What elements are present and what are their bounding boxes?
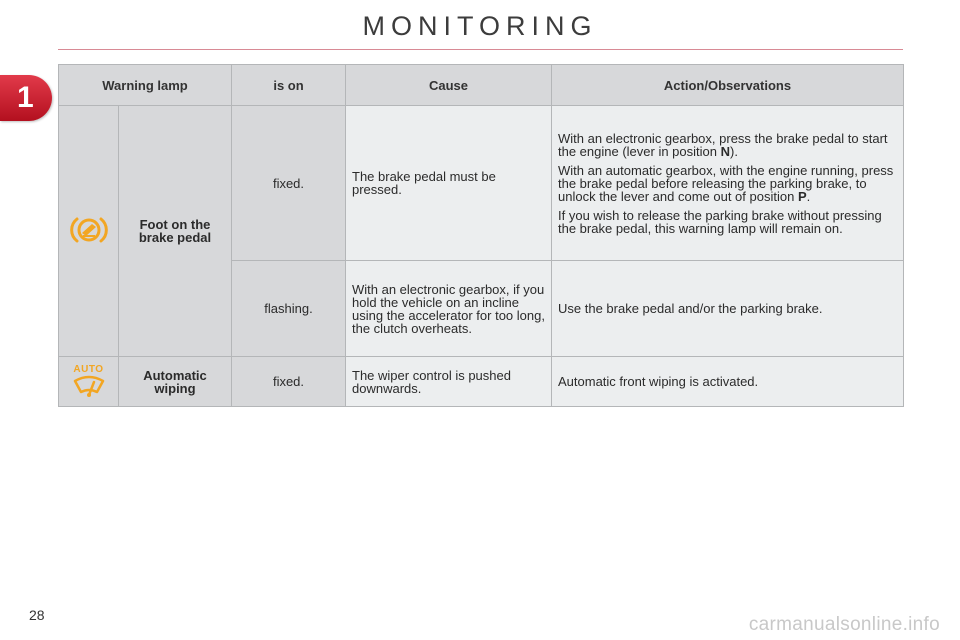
header-warning-lamp: Warning lamp — [59, 65, 232, 106]
auto-badge: AUTO — [73, 363, 104, 375]
table-row — [59, 106, 904, 261]
lamp-cause: The wiper control is pushed downwards. — [346, 357, 552, 407]
header-cause: Cause — [346, 65, 552, 106]
page-title: MONITORING — [362, 11, 598, 41]
brake-pedal-warning-icon — [70, 233, 108, 248]
chapter-tab — [0, 75, 52, 121]
chapter-number: 1 — [17, 81, 34, 114]
watermark: carmanualsonline.info — [748, 614, 940, 635]
lamp-cause: With an electronic gearbox, if you hold the vehicle on an incline using the accelerator for too long, the clutch overheats. — [346, 261, 552, 357]
lamp-state: fixed. — [232, 357, 346, 407]
lamp-state: fixed. — [232, 106, 346, 261]
action-paragraph: If you wish to release the parking brake without pressing the brake pedal, this warning lamp will remain on. — [558, 207, 882, 236]
lamp-name: Foot on the brake pedal — [119, 106, 232, 357]
lamp-state: flashing. — [232, 261, 346, 357]
lamp-cause: The brake pedal must be pressed. — [346, 106, 552, 261]
lamp-name: Automatic wiping — [119, 357, 232, 407]
automatic-wiping-icon — [72, 375, 106, 401]
action-paragraph: With an electronic gearbox, press the brake pedal to start the engine (lever in position N). — [558, 130, 888, 159]
lamp-action: Automatic front wiping is activated. — [552, 357, 904, 407]
table-row — [59, 357, 904, 407]
header-action: Action/Observations — [552, 65, 904, 106]
warning-lamp-table — [58, 64, 904, 407]
header-is-on: is on — [232, 65, 346, 106]
lamp-icon-cell — [59, 106, 119, 357]
title-divider — [58, 49, 903, 50]
page-number: 28 — [29, 607, 45, 623]
lamp-icon-cell — [59, 357, 119, 407]
table-header-row — [59, 65, 904, 106]
lamp-action — [552, 106, 904, 261]
lamp-action: Use the brake pedal and/or the parking brake. — [552, 261, 904, 357]
action-paragraph: With an automatic gearbox, with the engine running, press the brake pedal before releasing the parking brake, to unlock the lever and come out of position P. — [558, 162, 894, 204]
